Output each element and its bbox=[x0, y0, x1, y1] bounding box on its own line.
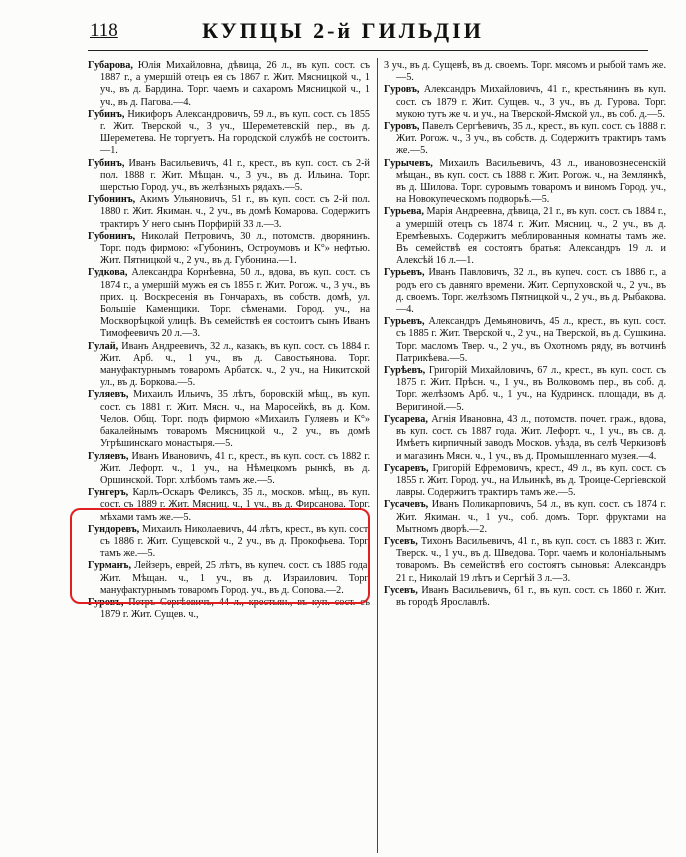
directory-entry bbox=[88, 267, 370, 340]
directory-entry bbox=[88, 194, 370, 231]
entry-text: Карлъ-Оскаръ Феликсъ, 35 л., москов. мѣщ., въ куп. сост. съ 1889 г. Жит. Мясниц. ч., 1 уч., въ д. Фирсанова. Торг. мѣхами тамъ же.—5. bbox=[100, 487, 370, 523]
directory-entry bbox=[384, 84, 666, 121]
entry-text: Павелъ Сергѣевичъ, 35 л., крест., въ куп. сост. съ 1888 г. Жит. Рогож. ч., 3 уч., въ собств. д. Содержитъ трактиръ тамъ же.—5. bbox=[396, 121, 666, 157]
entry-text: Михаилъ Николаевичъ, 44 лѣтъ, крест., въ куп. сост. съ 1886 г. Жит. Сущевской ч., 2 уч., въ д. Прокофьева. Торг. тамъ же.—5. bbox=[100, 523, 371, 560]
entry-text: Юлія Михайловна, дѣвица, 26 л., въ куп. сост. съ 1887 г., а умершій отецъ ея съ 1867 г. Жит. Мясницкой ч., 1 уч., въ д. Бардина. Торг. чаемъ и сахаромъ Мясницкой ч., 1 уч., въ д. Пагова.—4. bbox=[100, 60, 371, 108]
entry-text: Николай Петровичъ, 30 л., потомств. дворянинъ. Торг. подъ фирмою: «Губонинъ, Остроумовъ и К°» нефтью. Жит. Пятницкой ч., 2 уч., въ д. Губонина.—1. bbox=[100, 230, 371, 267]
entry-surname: Гурѣевъ, bbox=[384, 365, 426, 377]
right-column bbox=[384, 60, 666, 609]
entry-text: Михаилъ Ильичъ, 35 лѣтъ, боровскій мѣщ., въ куп. сост. съ 1881 г. Жит. Мясн. ч., на Маросейкѣ, въ д. Ком. Челов. Общ. Торг. подъ фирмою «Михаилъ Гуляевъ и К°» бакалейнымъ товаромъ Мясницкой ч., 2 уч., въ домѣ Угрѣшинскаго монастыря.—5. bbox=[100, 389, 370, 450]
entry-text: Иванъ Ивановичъ, 41 г., крест., въ куп. сост. съ 1882 г. Жит. Лефорт. ч., 1 уч., на Нѣмецкомъ рынкѣ, въ д. Оршинской. Торг. хлѣбомъ тамъ же.—5. bbox=[100, 450, 370, 486]
directory-entry bbox=[384, 158, 666, 207]
directory-entry bbox=[384, 463, 666, 500]
entry-text: Тихонъ Васильевичъ, 41 г., въ куп. сост. съ 1883 г. Жит. Тверск. ч., 1 уч., въ д. Шведова. Торг. чаемъ и колоніальнымъ товаромъ. Въ семействѣ его состоятъ сыновья: Александръ 21 г., Николай 19 лѣтъ и Сергѣй 3 л.—3. bbox=[396, 535, 667, 584]
entry-surname: Гулай, bbox=[88, 340, 119, 352]
entry-surname: Гурьева, bbox=[384, 206, 424, 218]
entry-text: Александръ Демьяновичъ, 45 л., крест., въ куп. сост. съ 1885 г. Жит. Тверской ч., 2 уч., на Тверской, въ д. Сушкина. Торг. масломъ Твер. ч., 2 уч., въ Охотномъ ряду, въ вотчинѣ Патрикѣева.—5. bbox=[396, 316, 666, 364]
entry-surname: Губонинъ, bbox=[88, 194, 136, 206]
page-title: КУПЦЫ 2-й ГИЛЬДІИ bbox=[202, 18, 484, 43]
directory-entry bbox=[88, 451, 370, 488]
directory-entry bbox=[384, 206, 666, 267]
page-number: 118 bbox=[90, 20, 118, 41]
entry-surname: Гунгеръ, bbox=[88, 487, 129, 499]
entry-text: Григорій Михайловичъ, 67 л., крест., въ куп. сост. съ 1875 г. Жит. Прѣсн. ч., 1 уч., въ Волковомъ пер., въ соб. д. Торг. желѣзомъ Арб. ч., 1 уч., на Кудринск. площади, въ д. Веригиной.—5. bbox=[396, 365, 666, 413]
entry-surname: Гурманъ, bbox=[88, 560, 132, 572]
column-divider bbox=[377, 58, 378, 853]
directory-entry bbox=[88, 341, 370, 390]
directory-entry bbox=[88, 60, 370, 109]
entry-text: Акимъ Ульяновичъ, 51 г., въ куп. сост. съ 2-й пол. 1880 г. Жит. Якиман. ч., 2 уч., въ домѣ Комарова. Содержитъ трактиръ У него сынъ Порфирій 33 л.—3. bbox=[100, 194, 371, 230]
directory-entry bbox=[384, 60, 666, 84]
entry-text: Александра Корнѣевна, 50 л., вдова, въ куп. сост. съ 1874 г., а умершій мужъ ея съ 1855 г. Жит. Рогож. ч., 3 уч., въ прих. ц. Воскресенія въ Гончарахъ, въ собств. домѣ, ул. Большіе Каменщики. Торг. сѣменами. Город. уч., на Москворѣцкой улицѣ. Въ семействѣ ея состоитъ сынъ Иванъ Тимофеевичъ 20 л.—3. bbox=[100, 267, 370, 340]
directory-entry bbox=[384, 499, 666, 536]
entry-surname: Гусарева, bbox=[384, 413, 428, 425]
entry-text: Иванъ Васильевичъ, 61 г., въ куп. сост. съ 1860 г. Жит. въ городѣ Ярославлѣ. bbox=[396, 584, 666, 608]
entry-surname: Губинъ, bbox=[88, 108, 125, 120]
entry-text: Никифоръ Александровичъ, 59 л., въ куп. сост. съ 1855 г. Жит. Тверской ч., 3 уч., Шереметевскій пер., въ д. Шереметева. Не торгуетъ. На городской службѣ не состоитъ.—1. bbox=[100, 108, 371, 157]
entry-surname: Губарова, bbox=[88, 60, 133, 71]
directory-entry bbox=[384, 121, 666, 158]
entry-text: Петръ Сергѣевичъ, 44 л., крестьян., въ куп. сост. съ 1879 г. Жит. Сущев. ч., bbox=[100, 596, 370, 621]
entry-surname: Гусевъ, bbox=[384, 584, 418, 596]
entry-text: Иванъ Поликарповичъ, 54 л., въ куп. сост. съ 1874 г. Жит. Якиман. ч., 1 уч., соб. домъ. Торг. фруктами на Мытномъ дворѣ.—2. bbox=[396, 499, 667, 535]
entry-surname: Гурьевъ, bbox=[384, 267, 425, 279]
page-header bbox=[0, 18, 686, 48]
entry-text: Михаилъ Васильевичъ, 43 л., ивановознесенскій мѣщан., въ куп. сост. съ 1888 г. Жит. Рогож. ч., на Землянкѣ, въ д. Шилова. Торг. суровымъ товаромъ и виномъ Город. уч., на Новокупеческомъ подворьѣ.—5. bbox=[396, 157, 667, 206]
entry-text: Лейзеръ, еврей, 25 лѣтъ, въ купеч. сост. съ 1885 года. Жит. Мѣщан. ч., 1 уч., въ д. Израилович. Торг. мануфактурнымъ товаромъ Город. уч., въ д. Сопова.—2. bbox=[100, 560, 370, 596]
entry-surname: Гуровъ, bbox=[384, 84, 420, 96]
entry-surname: Гундоревъ, bbox=[88, 523, 140, 535]
directory-entry bbox=[88, 389, 370, 450]
entry-surname: Гуляевъ, bbox=[88, 450, 129, 462]
entry-text: Агнія Ивановна, 43 л., потомств. почет. граж., вдова, въ куп. сост. съ 1887 года. Жит. Лефорт. ч., 1 уч., въ св. д. Имѣетъ кирпичный заводъ Москов. уѣзда, въ селѣ Черкизовѣ и магазинъ Мясн. ч., 1 уч., въ д. Промышленнаго музея.—4. bbox=[396, 413, 667, 462]
entry-surname: Гурычевъ, bbox=[384, 157, 433, 169]
entry-text: 3 уч., въ д. Сущевѣ, въ д. своемъ. Торг. мясомъ и рыбой тамъ же.—5. bbox=[384, 60, 666, 84]
entry-surname: Гурьевъ, bbox=[384, 316, 425, 328]
header-rule bbox=[88, 50, 648, 51]
entry-surname: Гусевъ, bbox=[384, 535, 418, 547]
entry-surname: Гуровъ, bbox=[88, 596, 124, 608]
entry-surname: Гудкова, bbox=[88, 267, 128, 279]
entry-text: Марія Андреевна, дѣвица, 21 г., въ куп. сост. съ 1884 г., а умершій отецъ съ 1874 г. Жит. Мясниц. ч., 2 уч., въ д. Еремѣевыхъ. Содержитъ меблированныя комнаты тамъ же. Въ семействѣ ея состоятъ братья: Александръ 19 л. и Алексѣй 16 л.—1. bbox=[396, 206, 667, 267]
directory-entry bbox=[88, 158, 370, 195]
directory-entry bbox=[88, 231, 370, 268]
entry-surname: Губинъ, bbox=[88, 157, 125, 169]
directory-entry bbox=[384, 414, 666, 463]
directory-entry bbox=[88, 109, 370, 158]
directory-entry bbox=[384, 365, 666, 414]
directory-entry bbox=[384, 536, 666, 585]
entry-surname: Губонинъ, bbox=[88, 230, 136, 242]
entry-text: Григорій Ефремовичъ, крест., 49 л., въ куп. сост. съ 1855 г. Жит. Город. уч., на Ильинкѣ, въ д. Троице-Сергіевской лавры. Содержитъ трактиръ тамъ же.—5. bbox=[396, 462, 667, 499]
directory-entry bbox=[384, 585, 666, 609]
directory-entry bbox=[384, 316, 666, 365]
entry-surname: Гуляевъ, bbox=[88, 389, 129, 401]
entry-text: Иванъ Васильевичъ, 41 г., крест., въ куп. сост. съ 2-й пол. 1888 г. Жит. Мѣщан. ч., 3 уч., въ д. Ильина. Торг. шерстью Город. уч., въ желѣзныхъ рядахъ.—5. bbox=[100, 157, 370, 194]
entry-text: Александръ Михайловичъ, 41 г., крестьянинъ въ куп. сост. съ 1879 г. Жит. Сущев. ч., 3 уч., въ д. Гурова. Торг. мукою тутъ же ч. и уч., на Тверской-Ямской ул., въ соб. д.—5. bbox=[396, 84, 666, 120]
entry-text: Иванъ Андреевичъ, 32 л., казакъ, въ куп. сост. съ 1884 г. Жит. Арб. ч., 1 уч., въ д. Савостьянова. Торг. мануфактурнымъ товаромъ Арбатск. ч., 2 уч., на Никитской ул., въ д. Боркова.—5. bbox=[100, 340, 370, 389]
entry-surname: Гусачевъ, bbox=[384, 499, 429, 511]
entry-surname: Гусаревъ, bbox=[384, 462, 429, 474]
entry-text: Иванъ Павловичъ, 32 л., въ купеч. сост. съ 1886 г., а родъ его съ давняго времени. Жит. Серпуховской ч., 2 уч., въ д. своемъ. Торг. желѣзомъ Пятницкой ч., 2 уч., въ д. Рыбакова.—4. bbox=[396, 267, 667, 316]
directory-entry bbox=[384, 267, 666, 316]
entry-surname: Гуровъ, bbox=[384, 121, 420, 133]
red-highlight-box bbox=[70, 508, 370, 604]
